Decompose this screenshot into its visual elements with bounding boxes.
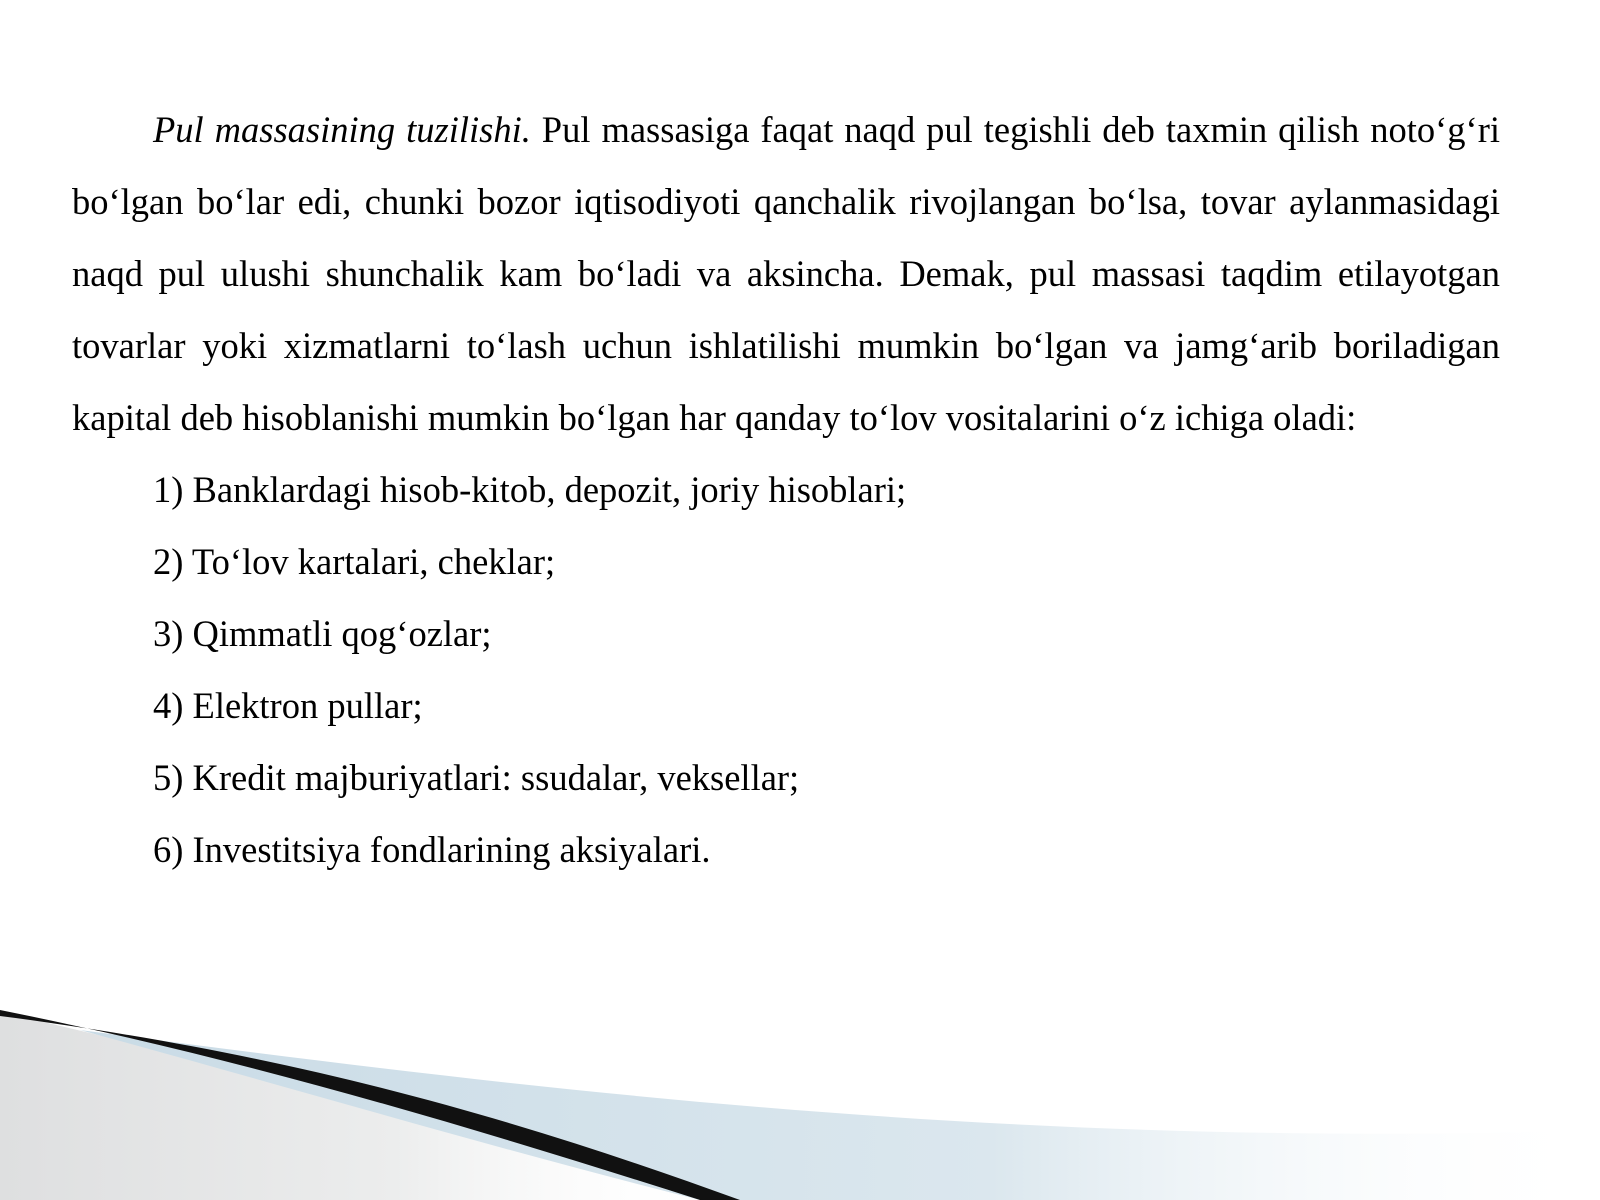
list-item: 2) To‘lov kartalari, cheklar; — [153, 541, 556, 582]
list-item: 1) Banklardagi hisob-kitob, depozit, joriy hisoblari; — [153, 469, 907, 510]
list-item: 3) Qimmatli qog‘ozlar; — [153, 613, 492, 654]
payment-means-list — [72, 454, 1500, 886]
list-item: 5) Kredit majburiyatlari: ssudalar, veksellar; — [153, 757, 800, 798]
slide-text-block — [72, 94, 1500, 886]
intro-text: Pul massasiga faqat naqd pul tegishli deb taxmin qilish noto‘g‘ri bo‘lgan bo‘lar edi, chunki bozor iqtisodiyoti qanchalik rivojlangan bo‘lsa, tovar aylanmasidagi naqd pul ulushi shunchalik kam bo‘ladi va aksincha. Demak, pul massasi taqdim etilayotgan tovarlar yoki xizmatlarni to‘lash uchun ishlatilishi mumkin bo‘lgan va jamg‘arib boriladigan kapital deb hisoblanishi mumkin bo‘lgan har qanday to‘lov vositalarini o‘z ichiga oladi: — [72, 109, 1501, 438]
intro-title: Pul massasining tuzilishi. — [153, 109, 531, 150]
intro-paragraph — [72, 94, 1500, 454]
list-item: 6) Investitsiya fondlarining aksiyalari. — [153, 829, 711, 870]
list-item: 4) Elektron pullar; — [153, 685, 423, 726]
